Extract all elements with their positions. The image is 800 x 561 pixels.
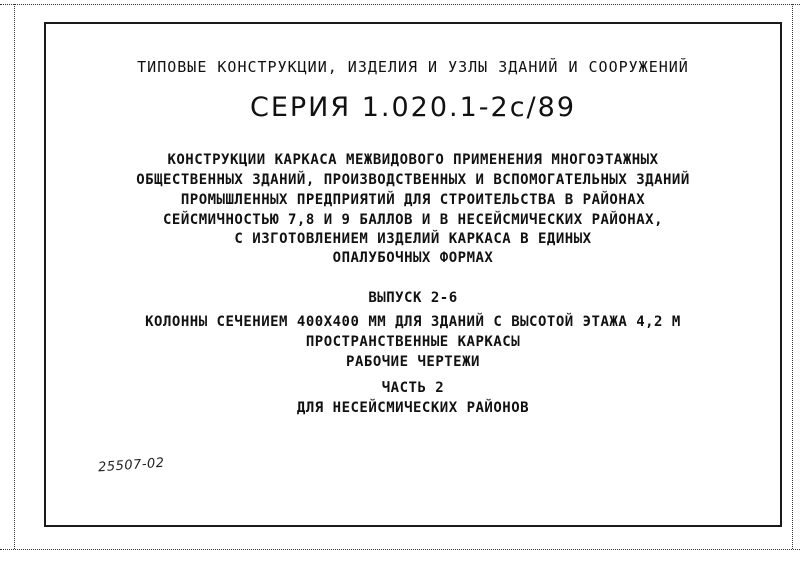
sheet-edge-left (14, 4, 15, 549)
description-line: СЕЙСМИЧНОСТЬЮ 7,8 И 9 БАЛЛОВ И В НЕСЕЙСМИЧЕСКИХ РАЙОНАХ, (162, 212, 663, 228)
description-line: ОПАЛУБОЧНЫХ ФОРМАХ (332, 250, 494, 266)
issue-number: ВЫПУСК 2-6 (368, 290, 458, 306)
description-line: С ИЗГОТОВЛЕНИЕМ ИЗДЕЛИЙ КАРКАСА В ЕДИНЫХ (234, 231, 592, 247)
sheet-edge-top (0, 4, 800, 5)
sheet-edge-bottom (0, 549, 800, 550)
issue-subtitle-line: РАБОЧИЕ ЧЕРТЕЖИ (346, 354, 480, 370)
series-title: СЕРИЯ 1.020.1-2с/89 (249, 92, 576, 123)
inventory-stamp-number: 25507-02 (97, 455, 166, 476)
issue-subtitle-line: ПРОСТРАНСТВЕННЫЕ КАРКАСЫ (305, 334, 521, 350)
description-line: КОНСТРУКЦИИ КАРКАСА МЕЖВИДОВОГО ПРИМЕНЕНИЯ МНОГОЭТАЖНЫХ (167, 152, 659, 168)
description-line: ОБЩЕСТВЕННЫХ ЗДАНИЙ, ПРОИЗВОДСТВЕННЫХ И ВСПОМОГАТЕЛЬНЫХ ЗДАНИЙ (136, 172, 690, 188)
sheet-edge-right (792, 4, 793, 549)
document-header: ТИПОВЫЕ КОНСТРУКЦИИ, ИЗДЕЛИЯ И УЗЛЫ ЗДАНИЙ И СООРУЖЕНИЙ (137, 58, 689, 76)
issue-subtitle-line: КОЛОННЫ СЕЧЕНИЕМ 400Х400 ММ ДЛЯ ЗДАНИЙ С ВЫСОТОЙ ЭТАЖА 4,2 М (145, 314, 681, 330)
part-number: ЧАСТЬ 2 (381, 380, 445, 396)
description-line: ПРОМЫШЛЕННЫХ ПРЕДПРИЯТИЙ ДЛЯ СТРОИТЕЛЬСТВА В РАЙОНАХ (180, 192, 646, 208)
part-subtitle: ДЛЯ НЕСЕЙСМИЧЕСКИХ РАЙОНОВ (296, 400, 530, 416)
